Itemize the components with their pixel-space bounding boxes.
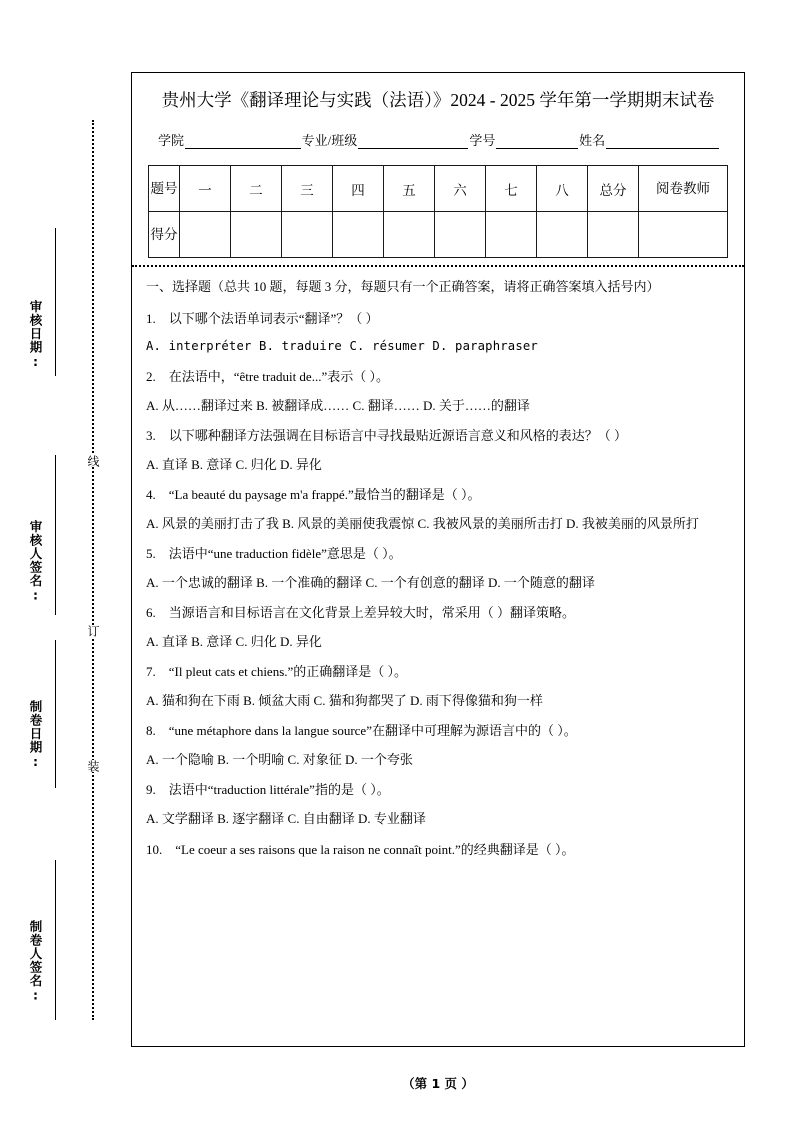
question-number: 8. <box>146 723 169 739</box>
student-id-input-blank[interactable] <box>496 135 578 149</box>
question-item <box>146 661 732 711</box>
margin-vertical-rule <box>55 228 56 376</box>
score-table-total-header: 总分 <box>588 166 639 212</box>
question-options: A. interpréter B. traduire C. résumer D. paraphraser <box>146 339 538 353</box>
score-table-column-header: 二 <box>231 166 282 212</box>
score-cell[interactable] <box>333 212 384 258</box>
question-stem <box>146 602 732 623</box>
question-stem-text: 当源语言和目标语言在文化背景上差异较大时，常采用（ ）翻译策略。 <box>168 605 576 621</box>
binding-line-char: 装 <box>86 760 100 772</box>
score-table-column-header: 五 <box>384 166 435 212</box>
score-table-header-row <box>149 166 728 212</box>
question-item <box>146 308 732 357</box>
question-stem-text: 以下哪个法语单词表示“翻译”？（ ） <box>168 310 379 326</box>
question-item <box>146 720 732 770</box>
question-item <box>146 839 732 860</box>
questions-section <box>146 276 732 859</box>
question-stem <box>146 308 732 329</box>
question-options: A. 一个忠诚的翻译 B. 一个准确的翻译 C. 一个有创意的翻译 D. 一个随意的翻译 <box>146 575 595 591</box>
question-stem-text: “Il pleut cats et chiens.”的正确翻译是（ ）。 <box>168 664 408 680</box>
question-stem <box>146 543 732 564</box>
page-number-label: （第 1 页 ） <box>402 1076 474 1091</box>
question-stem <box>146 720 732 741</box>
score-cell[interactable] <box>231 212 282 258</box>
margin-vertical-rule <box>55 640 56 788</box>
row-label-question-number: 题号 <box>149 166 180 212</box>
question-stem <box>146 484 732 505</box>
student-id-label: 学号 <box>469 133 496 149</box>
question-options: A. 从……翻译过来 B. 被翻译成…… C. 翻译…… D. 关于……的翻译 <box>146 397 530 413</box>
student-name-input-blank[interactable] <box>606 135 719 149</box>
question-item <box>146 425 732 475</box>
score-table-score-row <box>149 212 728 258</box>
score-cell[interactable] <box>435 212 486 258</box>
question-stem-text: “une métaphore dans la langue source”在翻译中可理解为源语言中的（ ）。 <box>168 723 577 739</box>
section-one-heading: 一、选择题（总共 10 题，每题 3 分，每题只有一个正确答案，请将正确答案填入括号内） <box>146 279 660 295</box>
score-cell[interactable] <box>384 212 435 258</box>
question-list <box>146 308 732 860</box>
margin-vertical-rule <box>55 455 56 615</box>
question-options: A. 一个隐喻 B. 一个明喻 C. 对象征 D. 一个夸张 <box>146 752 413 768</box>
score-table-column-header: 四 <box>333 166 384 212</box>
score-table <box>148 165 728 258</box>
question-options: A. 文学翻译 B. 逐字翻译 C. 自由翻译 D. 专业翻译 <box>146 811 426 827</box>
score-table-container <box>148 165 727 258</box>
question-stem-text: “Le coeur a ses raisons que la raison ne connaît point.”的经典翻译是（ ）。 <box>175 841 575 857</box>
binding-dotted-line <box>92 120 94 1020</box>
college-input-blank[interactable] <box>185 135 301 149</box>
major-class-label: 专业/班级 <box>301 133 358 149</box>
binding-line-char: 线 <box>86 455 100 467</box>
question-stem <box>146 839 732 860</box>
question-number: 3. <box>146 427 169 443</box>
question-stem-text: 法语中“une traduction fidèle”意思是（ ）。 <box>168 546 402 562</box>
question-stem <box>146 425 732 446</box>
student-name-label: 姓名 <box>579 133 606 149</box>
major-class-input-blank[interactable] <box>358 135 468 149</box>
question-item <box>146 543 732 593</box>
question-options: A. 直译 B. 意译 C. 归化 D. 异化 <box>146 456 322 472</box>
row-label-score: 得分 <box>149 212 180 258</box>
question-item <box>146 779 732 829</box>
score-cell[interactable] <box>486 212 537 258</box>
question-stem <box>146 661 732 682</box>
score-table-column-header: 七 <box>486 166 537 212</box>
left-margin-annotations <box>0 0 120 1122</box>
student-info-row <box>158 130 720 149</box>
question-number: 7. <box>146 664 169 680</box>
question-options: A. 直译 B. 意译 C. 归化 D. 异化 <box>146 634 322 650</box>
question-stem <box>146 779 732 800</box>
page-footer <box>131 1074 745 1092</box>
question-number: 10. <box>146 841 176 857</box>
exam-page-frame <box>131 72 745 1047</box>
total-score-cell[interactable] <box>588 212 639 258</box>
score-cell[interactable] <box>537 212 588 258</box>
score-cell[interactable] <box>180 212 231 258</box>
question-stem <box>146 366 732 387</box>
question-number: 4. <box>146 486 169 502</box>
question-item <box>146 602 732 652</box>
question-number: 9. <box>146 782 169 798</box>
question-number: 6. <box>146 605 169 621</box>
question-item <box>146 366 732 416</box>
margin-vertical-label: 审核日期: <box>28 300 43 370</box>
teacher-name-cell[interactable] <box>639 212 728 258</box>
score-cell[interactable] <box>282 212 333 258</box>
page-title: 贵州大学《翻译理论与实践（法语）》2024 - 2025 学年第一学期期末试卷 <box>161 90 715 110</box>
score-table-column-header: 一 <box>180 166 231 212</box>
question-stem-text: 在法语中，“être traduit de...”表示（ ）。 <box>168 368 389 384</box>
question-number: 5. <box>146 546 169 562</box>
question-options: A. 猫和狗在下雨 B. 倾盆大雨 C. 猫和狗都哭了 D. 雨下得像猫和狗一样 <box>146 693 543 709</box>
question-stem-text: “La beauté du paysage m'a frappé.”最恰当的翻译是（ ）。 <box>168 486 481 502</box>
question-number: 2. <box>146 368 169 384</box>
score-table-teacher-header: 阅卷教师 <box>639 166 728 212</box>
question-stem-text: 以下哪种翻译方法强调在目标语言中寻找最贴近源语言意义和风格的表达？（ ） <box>168 427 628 443</box>
question-stem-text: 法语中“traduction littérale”指的是（ ）。 <box>168 782 390 798</box>
question-options: A. 风景的美丽打击了我 B. 风景的美丽使我震惊 C. 我被风景的美丽所击打 D. 我被美丽的风景所打 <box>146 516 699 531</box>
margin-vertical-rule <box>55 860 56 1020</box>
score-table-column-header: 八 <box>537 166 588 212</box>
college-label: 学院 <box>158 133 185 149</box>
dotted-separator <box>132 265 744 267</box>
question-number: 1. <box>146 310 169 326</box>
margin-vertical-label: 制卷人签名: <box>28 920 43 1004</box>
margin-vertical-label: 制卷日期: <box>28 700 43 770</box>
score-table-column-header: 六 <box>435 166 486 212</box>
question-item <box>146 484 732 534</box>
binding-line-char: 订 <box>86 625 100 637</box>
margin-vertical-label: 审核人签名: <box>28 520 43 604</box>
score-table-column-header: 三 <box>282 166 333 212</box>
